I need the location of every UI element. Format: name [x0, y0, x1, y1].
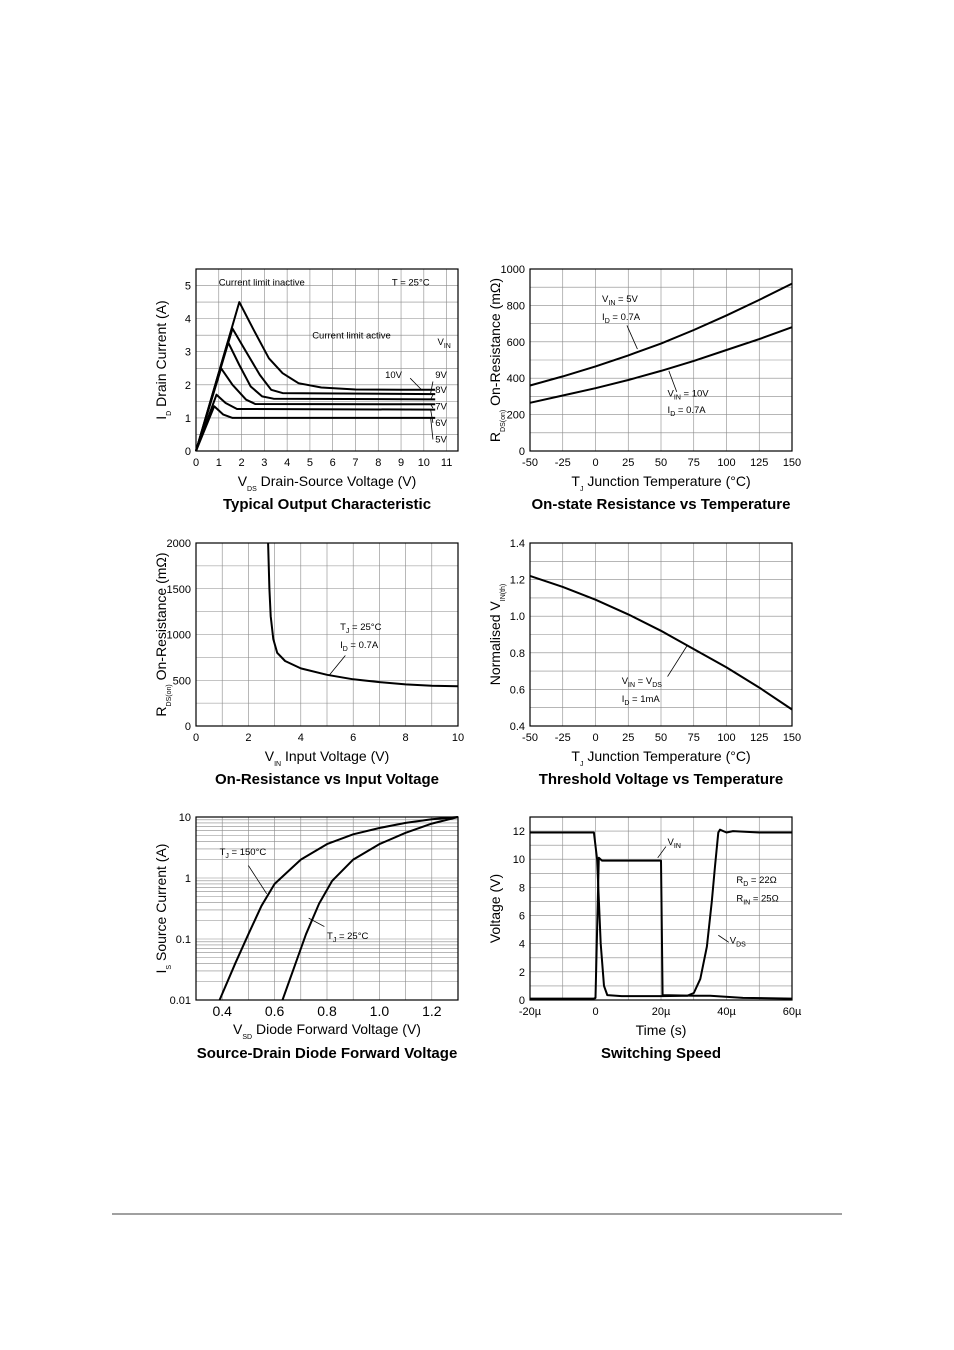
plot-frame	[196, 269, 458, 451]
grid-lines	[530, 269, 792, 451]
annotation-part: IN	[628, 681, 636, 689]
y-tick-label: 0.6	[509, 684, 525, 697]
annotation-part: IN	[443, 343, 451, 351]
annotation-part: = 10V	[680, 388, 709, 400]
annotation-label	[602, 294, 638, 307]
y-axis-label-sub: S	[166, 964, 173, 970]
annotation-part: = V	[635, 675, 653, 687]
y-tick-label: 1000	[500, 264, 525, 276]
y-tick-label: 6	[518, 910, 525, 923]
x-axis-label	[636, 1022, 687, 1038]
chart-c3	[153, 538, 464, 788]
x-axis-label	[265, 748, 390, 768]
x-axis-label-sub: J	[579, 486, 584, 493]
y-tick-label: 400	[506, 373, 525, 386]
annotation-part: IN	[673, 394, 681, 402]
x-tick-label: -25	[554, 732, 571, 744]
x-tick-label: 0	[592, 457, 599, 469]
x-tick-label: 40µ	[717, 1006, 736, 1018]
annotation-part: DS	[736, 941, 746, 949]
x-tick-label: 20µ	[651, 1006, 671, 1018]
annotation-part: T	[340, 621, 346, 633]
y-axis-label-rest: On-Resistance (mΩ)	[487, 277, 503, 410]
annotation-label	[435, 370, 447, 381]
x-tick-label: -25	[554, 457, 571, 469]
x-tick-label: 50	[654, 732, 668, 744]
annotation-label	[622, 676, 663, 689]
chart-title: On-state Resistance vs Temperature	[531, 496, 791, 513]
annotation-label	[312, 330, 391, 341]
y-axis-label	[487, 278, 507, 442]
annotation-label	[622, 694, 661, 707]
annotation-part: 8V	[435, 385, 447, 397]
y-tick-label: 5	[184, 280, 191, 293]
x-axis-label	[571, 473, 750, 493]
y-tick-label: 0	[518, 995, 525, 1007]
x-tick-label: 0.4	[212, 1003, 232, 1019]
y-tick-label: 8	[518, 882, 525, 895]
x-axis-label	[238, 473, 417, 493]
annotation-label	[435, 385, 447, 396]
y-axis-label-main: Voltage (V)	[487, 873, 503, 944]
annotation-part: D	[743, 881, 749, 889]
x-tick-label: 0	[592, 1006, 599, 1018]
x-tick-label: 10	[451, 732, 465, 744]
annotation-label	[340, 640, 379, 653]
x-tick-label: 5	[306, 457, 313, 469]
annotation-part: J	[345, 627, 350, 635]
y-axis-label-rest: On-Resistance (mΩ)	[153, 552, 169, 685]
annotation-part: 9V	[435, 370, 447, 382]
y-axis-label	[487, 874, 503, 943]
annotation-leader	[330, 656, 346, 675]
annotation-leader	[718, 935, 728, 942]
x-tick-label: 6	[350, 732, 357, 744]
x-tick-label: 0	[192, 732, 200, 744]
y-tick-label: 4	[518, 938, 525, 951]
annotation-part: J	[332, 937, 337, 944]
x-axis-label-rest: Junction Temperature (°C)	[583, 473, 751, 489]
x-tick-label: 4	[297, 732, 304, 744]
chart-c1	[153, 269, 458, 513]
annotation-part: I	[602, 311, 605, 323]
y-axis-label-rest: Drain Current (A)	[153, 300, 169, 411]
x-axis-label-rest: Diode Forward Voltage (V)	[252, 1021, 421, 1037]
grid-lines	[196, 269, 458, 451]
chart-grid	[153, 264, 802, 1062]
y-tick-label: 0.1	[175, 934, 191, 946]
annotation-part: D	[342, 646, 348, 654]
y-axis-label-main: I	[153, 415, 169, 420]
y-tick-label: 800	[506, 300, 525, 313]
series-line-0	[268, 543, 458, 686]
x-tick-label: 25	[622, 457, 635, 469]
y-axis-label-sub: DS(on)	[166, 684, 173, 707]
chart-title: On-Resistance vs Input Voltage	[215, 771, 439, 788]
x-tick-label: 9	[397, 457, 405, 469]
annotation-part: D	[670, 410, 676, 418]
annotation-part: 6V	[435, 418, 447, 430]
y-axis-label-main: Normalised V	[487, 601, 503, 686]
x-tick-label: 4	[284, 457, 291, 469]
x-tick-label: 125	[750, 732, 769, 744]
x-tick-label: 0	[192, 457, 200, 469]
annotation-leader	[658, 847, 666, 858]
y-tick-label: 1.2	[509, 574, 525, 587]
y-axis-label-sub: IN(th)	[500, 583, 507, 602]
annotation-part: V	[602, 293, 609, 305]
annotation-label	[392, 278, 430, 289]
annotation-label	[730, 936, 746, 949]
y-tick-label: 0	[184, 446, 191, 458]
annotation-part: = 0.7A	[609, 311, 641, 323]
x-tick-label: 60µ	[782, 1006, 802, 1018]
y-tick-label: 2	[518, 966, 525, 979]
chart-title: Typical Output Characteristic	[222, 496, 432, 513]
annotation-part: I	[621, 694, 625, 706]
y-tick-label: 10	[178, 812, 191, 824]
annotation-label	[340, 622, 382, 635]
y-axis-label-main: R	[153, 706, 169, 717]
annotation-part: V	[729, 935, 737, 947]
annotation-part: T = 25°C	[391, 277, 430, 289]
x-tick-label: -50	[522, 457, 538, 469]
y-tick-label: 0.4	[509, 721, 525, 733]
x-tick-label: 6	[329, 457, 336, 469]
x-axis-label-rest: Input Voltage (V)	[281, 748, 390, 764]
x-tick-label: 25	[622, 732, 635, 744]
y-axis-label-main: I	[153, 969, 169, 974]
x-axis-label-rest: Junction Temperature (°C)	[583, 748, 751, 764]
x-axis-label	[233, 1021, 421, 1041]
y-tick-label: 500	[172, 675, 191, 688]
annotation-part: R	[736, 875, 744, 887]
y-tick-label: 10	[512, 854, 525, 867]
chart-c6	[487, 817, 802, 1062]
annotation-label	[668, 837, 681, 850]
y-tick-label: 2	[184, 379, 191, 392]
y-tick-label: 1	[184, 412, 191, 425]
grid-lines	[530, 543, 792, 726]
y-tick-label: 12	[512, 826, 525, 839]
annotation-part: = 150°C	[228, 846, 267, 858]
chart-title: Switching Speed	[600, 1045, 722, 1062]
x-tick-label: -50	[522, 732, 538, 744]
x-tick-label: 150	[782, 732, 802, 744]
annotation-label	[736, 875, 776, 888]
x-axis-label-main: V	[237, 473, 248, 489]
annotation-part: V	[667, 388, 674, 400]
annotation-part: = 25Ω	[750, 893, 779, 905]
annotation-part: IN	[608, 299, 616, 307]
annotation-part: = 5V	[615, 293, 638, 305]
y-axis-label-main: R	[487, 431, 503, 443]
series-line-0	[220, 817, 458, 1000]
annotation-part: V	[621, 675, 629, 687]
annotation-part: = 25°C	[349, 621, 382, 633]
x-axis-label-sub: SD	[242, 1034, 253, 1041]
annotation-label	[435, 435, 447, 446]
x-axis-label-sub: DS	[247, 486, 257, 493]
x-tick-label: 2	[238, 457, 245, 469]
x-tick-label: 10	[417, 457, 430, 469]
y-tick-label: 4	[184, 313, 191, 326]
x-axis-label-sub: IN	[274, 761, 282, 768]
annotation-part: T	[327, 931, 333, 942]
y-axis-label	[153, 300, 173, 419]
annotation-part: IN	[743, 899, 751, 907]
annotation-leader	[431, 382, 433, 394]
y-axis-label	[153, 844, 173, 974]
x-tick-label: 7	[352, 457, 359, 469]
annotation-part: V	[437, 337, 444, 349]
annotation-label	[602, 312, 641, 325]
y-tick-label: 0.01	[169, 995, 191, 1007]
chart-title: Threshold Voltage vs Temperature	[538, 771, 784, 788]
annotation-part: IN	[673, 843, 681, 851]
x-tick-label: 0.6	[264, 1003, 285, 1019]
x-tick-label: 8	[375, 457, 382, 469]
y-axis-label-sub: DS(on)	[500, 409, 507, 432]
chart-c4	[487, 538, 801, 788]
x-tick-label: 0	[592, 732, 599, 744]
annotation-part: Current limit active	[312, 330, 391, 342]
y-tick-label: 2000	[166, 538, 191, 550]
y-tick-label: 1.0	[509, 611, 525, 624]
y-tick-label: 0	[184, 721, 191, 733]
x-axis-label-main: Time (s)	[635, 1022, 687, 1038]
annotation-part: = 1mA	[629, 694, 660, 706]
x-tick-label: 1	[215, 457, 222, 469]
annotation-label	[668, 405, 707, 418]
x-tick-label: 125	[750, 457, 769, 469]
chart-title: Source-Drain Diode Forward Voltage	[196, 1045, 458, 1062]
y-tick-label: 1	[184, 873, 191, 885]
x-axis-label	[571, 748, 750, 768]
x-tick-label: 1.2	[422, 1003, 442, 1019]
x-axis-label-main: V	[264, 748, 275, 764]
y-tick-label: 0	[518, 446, 525, 458]
annotation-label	[668, 388, 710, 401]
annotation-label	[385, 370, 403, 381]
annotation-part: T	[219, 846, 226, 858]
annotation-part: 10V	[385, 370, 403, 382]
annotation-part: I	[667, 404, 671, 416]
annotation-label	[736, 893, 778, 906]
y-tick-label: 1000	[166, 629, 191, 642]
y-tick-label: 0.8	[509, 647, 525, 660]
annotation-label	[219, 278, 305, 289]
y-tick-label: 1.4	[509, 538, 525, 550]
x-tick-label: 100	[717, 732, 736, 744]
x-tick-label: 8	[402, 732, 409, 744]
x-axis-label-main: T	[571, 748, 580, 764]
x-tick-label: 75	[687, 457, 700, 469]
annotation-part: = 0.7A	[675, 404, 706, 416]
y-tick-label: 3	[184, 346, 191, 359]
annotation-leader	[248, 866, 266, 894]
annotation-part: D	[604, 317, 610, 325]
series-line-5	[196, 406, 435, 451]
x-tick-label: 3	[261, 457, 268, 469]
x-tick-label: 1.0	[369, 1003, 390, 1019]
annotation-label	[437, 337, 450, 350]
annotation-part: Current limit inactive	[218, 277, 305, 289]
annotation-leader	[668, 645, 688, 676]
chart-c5	[153, 812, 458, 1062]
annotation-leader	[410, 378, 421, 390]
x-tick-label: 2	[245, 732, 252, 744]
y-tick-label: 200	[506, 409, 525, 422]
annotation-part: 7V	[435, 401, 447, 413]
annotation-part: R	[736, 893, 744, 905]
x-tick-label: -20µ	[518, 1006, 542, 1018]
x-axis-label-main: T	[571, 473, 580, 489]
annotation-label	[435, 402, 447, 413]
y-axis-label-sub: D	[166, 410, 173, 416]
annotation-part: V	[667, 837, 674, 849]
x-tick-label: 75	[687, 732, 700, 744]
x-axis-label-main: V	[233, 1021, 243, 1037]
y-axis-label	[487, 584, 507, 686]
annotation-part: = 0.7A	[347, 640, 379, 652]
x-tick-label: 100	[717, 457, 736, 469]
annotation-part: J	[225, 852, 229, 860]
chart-c2	[487, 264, 801, 513]
annotation-part: D	[624, 700, 630, 708]
x-tick-label: 150	[782, 457, 802, 469]
annotation-part: I	[340, 640, 343, 652]
x-axis-label-rest: Drain-Source Voltage (V)	[256, 473, 417, 489]
annotation-part: 5V	[435, 434, 447, 446]
y-tick-label: 600	[506, 336, 525, 349]
annotation-part: = 22Ω	[748, 875, 777, 887]
annotation-part: = 25°C	[336, 931, 369, 942]
grid-lines	[196, 543, 458, 726]
y-tick-label: 1500	[166, 583, 191, 596]
x-tick-label: 0.8	[317, 1003, 337, 1019]
x-axis-label-sub: J	[579, 761, 584, 768]
y-axis-label-rest: Source Current (A)	[153, 843, 169, 965]
annotation-label	[435, 418, 447, 429]
annotation-part: DS	[652, 681, 662, 689]
x-tick-label: 11	[440, 457, 453, 469]
x-tick-label: 50	[654, 457, 668, 469]
